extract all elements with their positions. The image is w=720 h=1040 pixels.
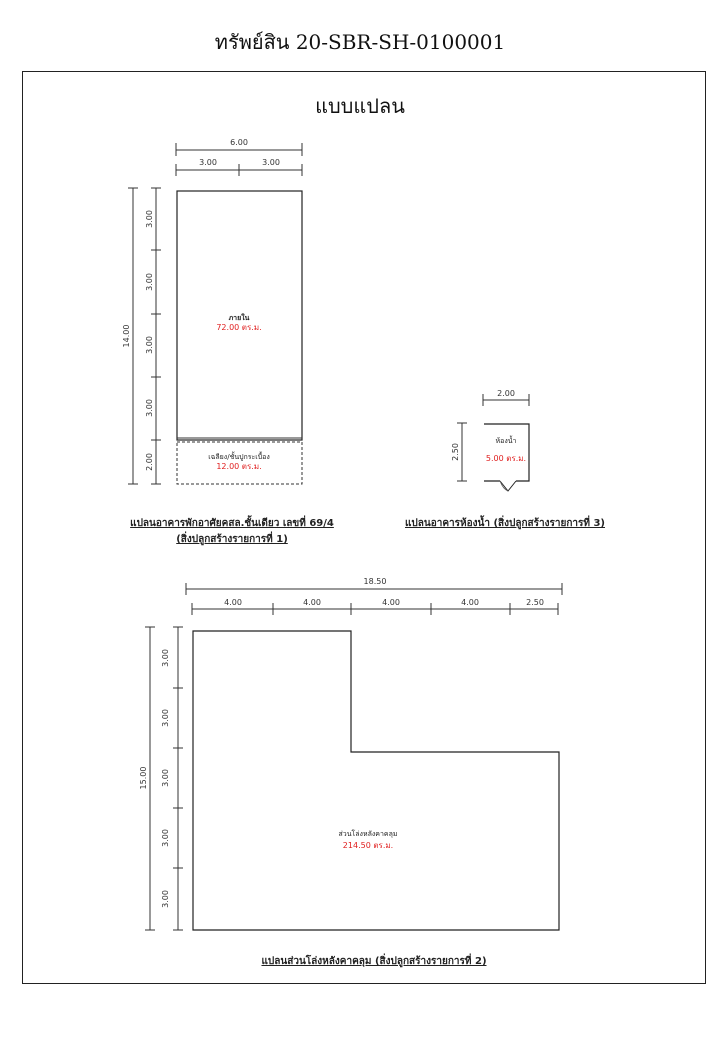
parking-depth-seg-5: 3.00 xyxy=(161,890,170,908)
house-width-left: 3.00 xyxy=(199,158,217,167)
parking-depth-seg-1: 3.00 xyxy=(161,649,170,667)
bathroom-caption: แปลนอาคารห้องน้ำ (สิ่งปลูกสร้างรายการที่ 3) xyxy=(404,518,606,529)
bathroom-label: ห้องน้ำ xyxy=(495,437,517,445)
parking-width-seg-2: 4.00 xyxy=(303,598,321,607)
bathroom-width: 2.00 xyxy=(497,389,515,398)
house-depth-total: 14.00 xyxy=(122,324,131,348)
bathroom-plan xyxy=(457,394,529,491)
page-title: ทรัพย์สิน 20-SBR-SH-0100001 xyxy=(214,30,506,54)
house-width-right: 3.00 xyxy=(262,158,280,167)
parking-depth-seg-4: 3.00 xyxy=(161,829,170,847)
plan-heading: แบบแปลน xyxy=(315,94,405,118)
parking-width-seg-1: 4.00 xyxy=(224,598,242,607)
parking-depth-seg-2: 3.00 xyxy=(161,709,170,727)
house-plan xyxy=(128,143,302,484)
bathroom-depth: 2.50 xyxy=(451,443,460,461)
house-caption-line2: (สิ่งปลูกสร้างรายการที่ 1) xyxy=(176,534,288,545)
house-depth-seg-5: 2.00 xyxy=(145,453,154,471)
parking-depth-total: 15.00 xyxy=(139,766,148,790)
interior-label: ภายใน xyxy=(228,314,250,322)
house-caption-line1: แปลนอาคารพักอาศัยคสล.ชั้นเดียว เลขที่ 69/4 xyxy=(130,518,334,529)
porch-area-value: 12.00 ตร.ม. xyxy=(216,462,262,471)
parking-width-seg-3: 4.00 xyxy=(382,598,400,607)
house-depth-seg-1: 3.00 xyxy=(145,210,154,228)
house-width-total: 6.00 xyxy=(230,138,248,147)
parking-label: ส่วนโล่งหลังคาคลุม xyxy=(338,830,398,838)
house-depth-seg-3: 3.00 xyxy=(145,336,154,354)
house-depth-seg-2: 3.00 xyxy=(145,273,154,291)
interior-area: 72.00 ตร.ม. xyxy=(216,323,262,332)
parking-width-total: 18.50 xyxy=(363,577,387,586)
parking-width-seg-5: 2.50 xyxy=(526,598,544,607)
parking-area: 214.50 ตร.ม. xyxy=(342,841,394,850)
roofed-open-area xyxy=(193,631,559,930)
bathroom-area: 5.00 ตร.ม. xyxy=(485,454,527,463)
porch-label: เฉลียง/ชั้นปูกระเบื้อง xyxy=(208,453,270,461)
house-depth-seg-4: 3.00 xyxy=(145,399,154,417)
parking-plan xyxy=(145,583,562,930)
parking-caption: แปลนส่วนโล่งหลังคาคลุม (สิ่งปลูกสร้างรายการที่ 2) xyxy=(261,956,487,967)
parking-depth-seg-3: 3.00 xyxy=(161,769,170,787)
parking-width-seg-4: 4.00 xyxy=(461,598,479,607)
